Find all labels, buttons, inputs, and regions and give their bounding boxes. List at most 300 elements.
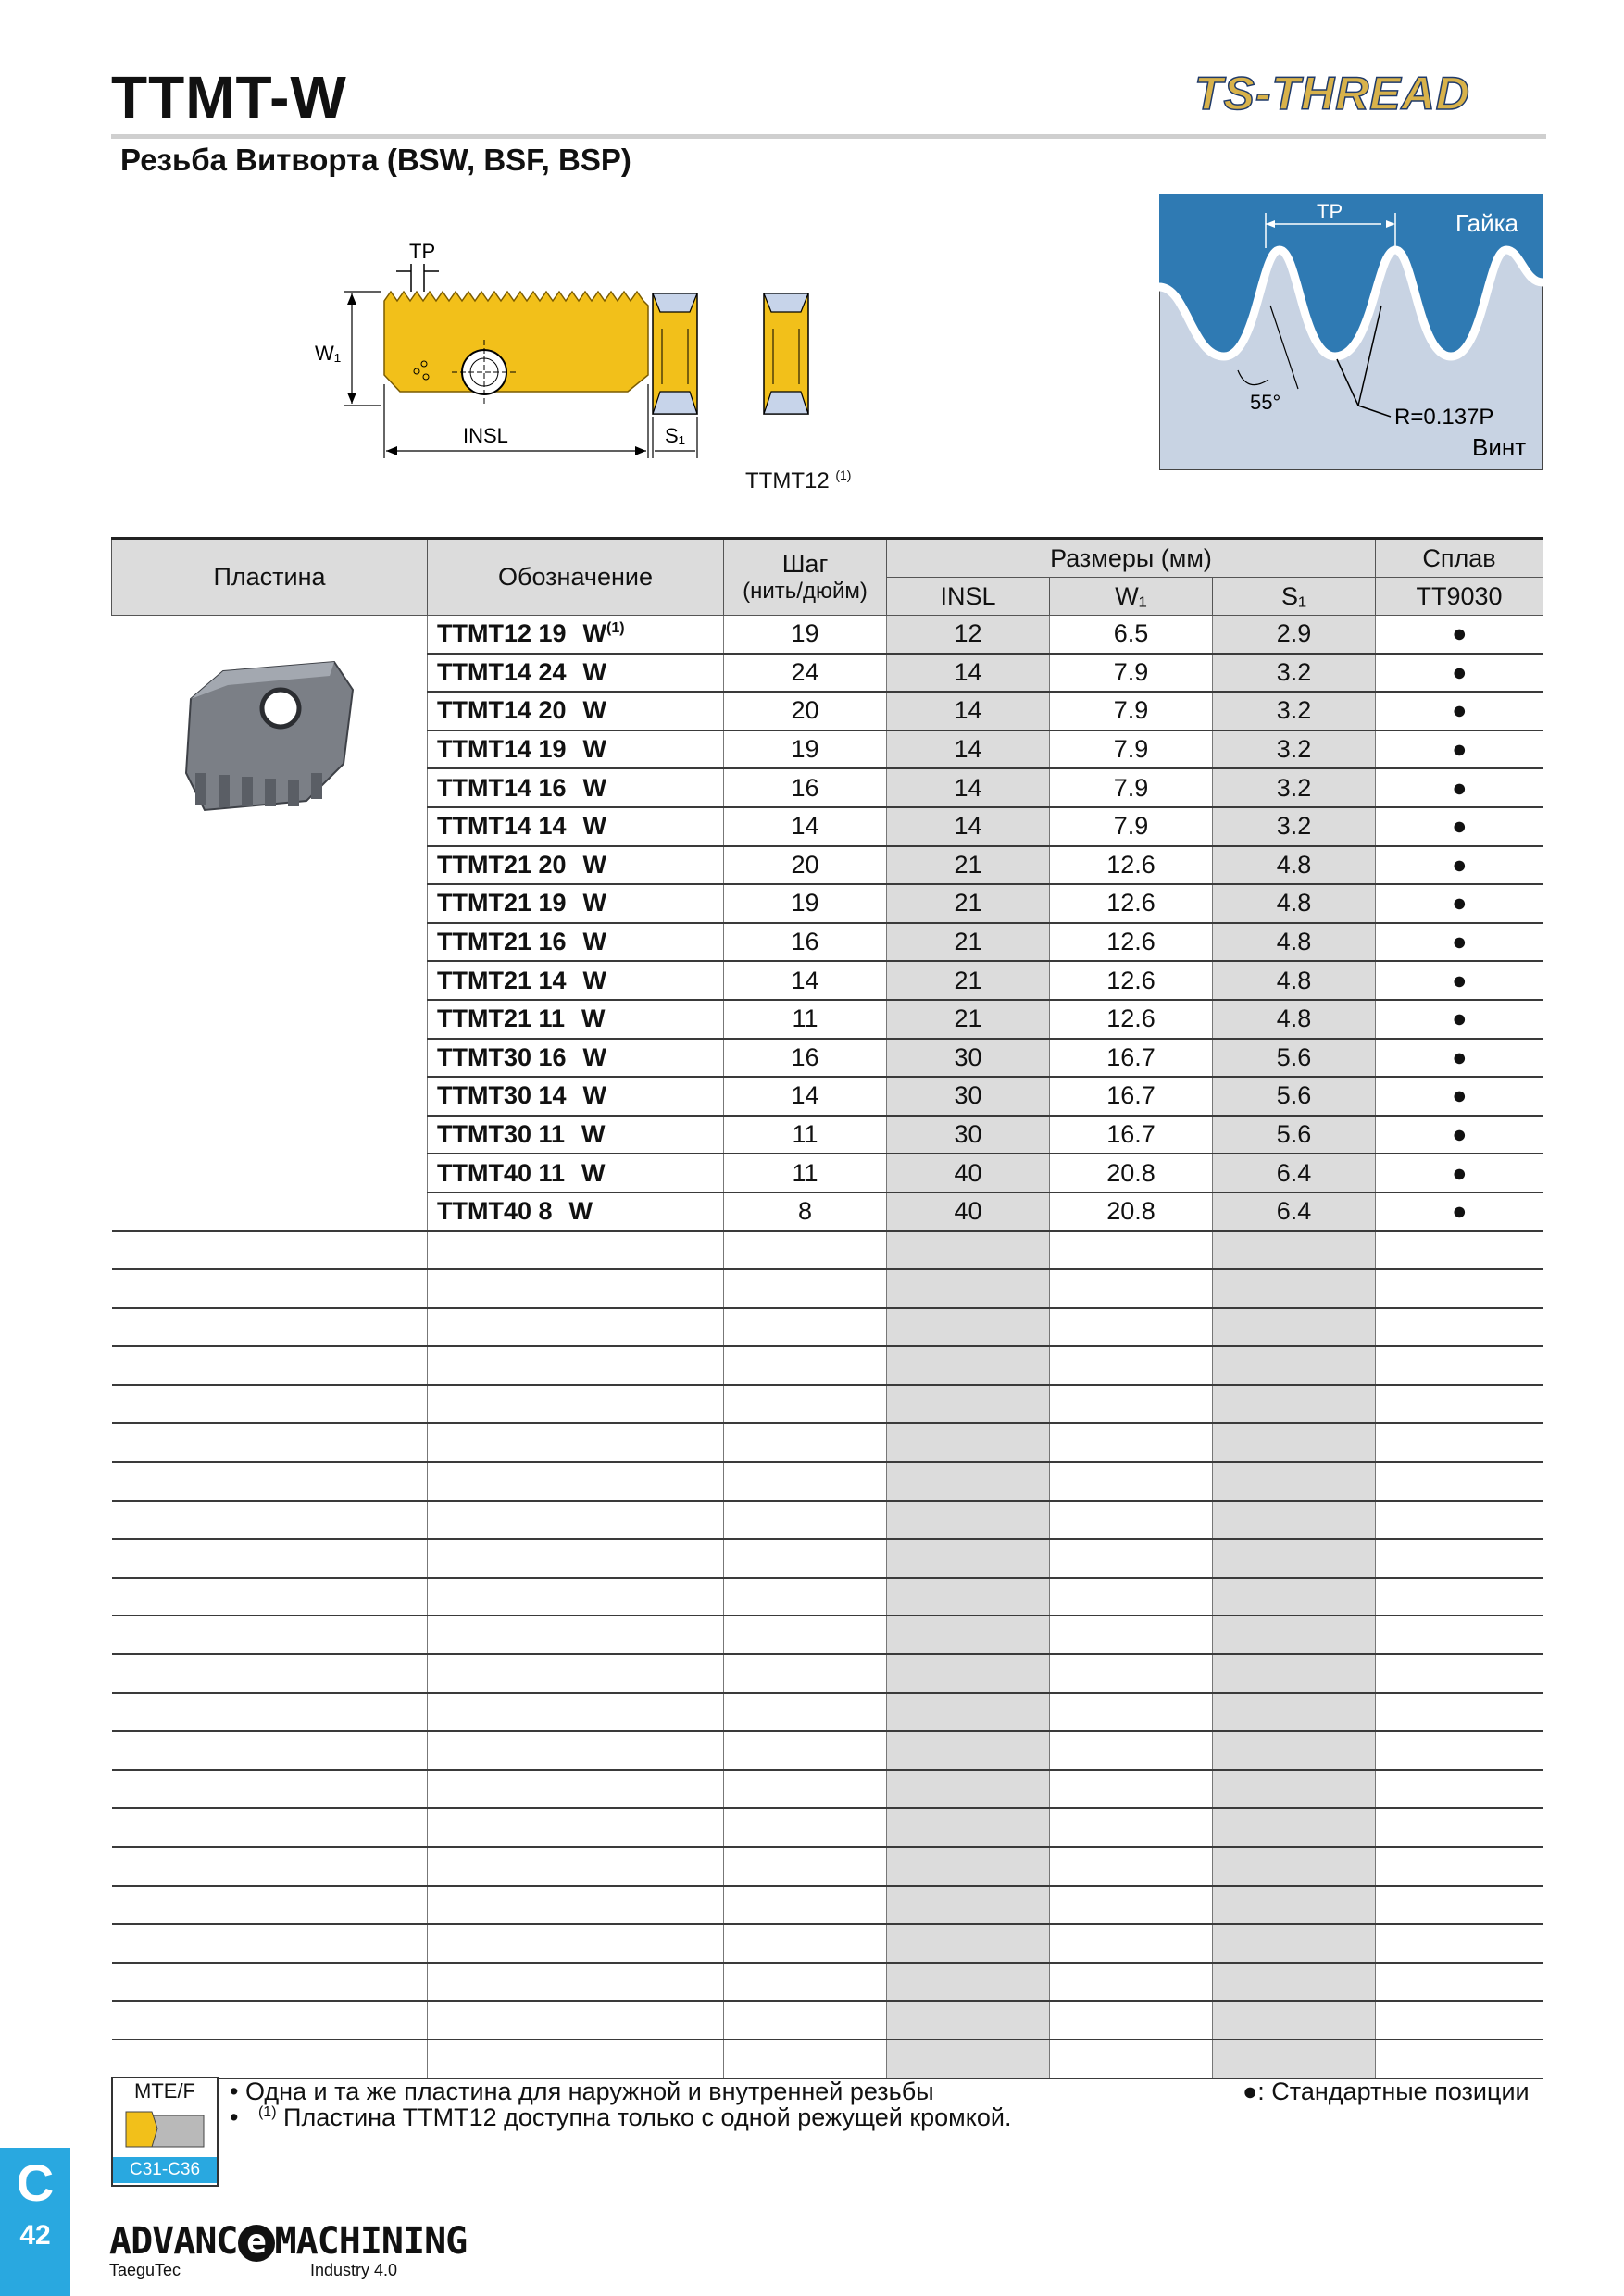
cell-s1 <box>1213 1808 1376 1847</box>
cell-code <box>428 884 724 923</box>
cell-insl <box>887 1770 1050 1809</box>
blank-cell <box>112 1539 428 1578</box>
cell-w1: 7.9 <box>1050 692 1213 730</box>
cell-insl <box>887 1539 1050 1578</box>
code-suffix: W <box>582 1042 607 1071</box>
col-insl: INSL <box>887 578 1050 616</box>
cell-s1: 3.2 <box>1213 692 1376 730</box>
code-text: TTMT14 14 <box>437 812 567 841</box>
logo-e-icon: e <box>238 2225 275 2262</box>
code-text: TTMT14 20 <box>437 696 567 725</box>
table-row <box>112 1231 1543 1270</box>
cell-s1: 6.4 <box>1213 1154 1376 1192</box>
insert-photo <box>168 634 371 847</box>
table-row <box>112 1693 1543 1732</box>
cell-grade-mark: ● <box>1376 961 1543 1000</box>
logo-sub-left: TaeguTec <box>109 2261 181 2279</box>
cell-w1: 12.6 <box>1050 923 1213 962</box>
code-text: TTMT21 11 <box>437 1004 566 1033</box>
blank-cell <box>112 1385 428 1424</box>
cell-pitch <box>724 1462 887 1501</box>
cell-s1 <box>1213 1385 1376 1424</box>
insert-photo-cell <box>112 616 428 1231</box>
table-row <box>112 1385 1543 1424</box>
col-pitch <box>724 539 887 616</box>
cell-code <box>428 1039 724 1078</box>
cell-insl: 14 <box>887 807 1050 846</box>
cell-s1: 4.8 <box>1213 923 1376 962</box>
w1-dim-label: W₁ <box>315 342 342 365</box>
cell-pitch <box>724 1346 887 1385</box>
blank-cell <box>112 1886 428 1925</box>
cell-pitch: 14 <box>724 1077 887 1116</box>
s1-dim-label: S₁ <box>665 424 686 447</box>
cell-code <box>428 654 724 693</box>
cell-insl: 21 <box>887 884 1050 923</box>
blank-cell <box>112 2040 428 2078</box>
cell-pitch: 14 <box>724 807 887 846</box>
cell-grade-mark <box>1376 2001 1543 2040</box>
cell-pitch <box>724 1616 887 1654</box>
cell-w1: 16.7 <box>1050 1116 1213 1154</box>
cell-s1: 3.2 <box>1213 730 1376 769</box>
cell-s1 <box>1213 1346 1376 1385</box>
cell-insl <box>887 1423 1050 1462</box>
code-suffix: W <box>582 696 607 725</box>
cell-s1 <box>1213 1847 1376 1886</box>
cell-pitch <box>724 1269 887 1308</box>
radius-label: R=0.137P <box>1394 405 1494 430</box>
cell-pitch: 19 <box>724 616 887 654</box>
cell-insl <box>887 1501 1050 1540</box>
table-row <box>112 1654 1543 1693</box>
cell-insl <box>887 1308 1050 1347</box>
cell-insl <box>887 1231 1050 1270</box>
page-number: 42 <box>19 2220 51 2251</box>
cell-s1 <box>1213 1924 1376 1963</box>
col-insert: Пластина <box>112 539 428 616</box>
screw-label: Винт <box>1472 433 1527 461</box>
cell-code <box>428 1616 724 1654</box>
code-text: TTMT30 16 <box>437 1042 567 1071</box>
cell-s1: 5.6 <box>1213 1077 1376 1116</box>
cell-pitch: 14 <box>724 961 887 1000</box>
cell-w1 <box>1050 1693 1213 1732</box>
cell-grade-mark: ● <box>1376 730 1543 769</box>
advance-machining-logo <box>109 2220 467 2263</box>
cell-w1: 7.9 <box>1050 730 1213 769</box>
cell-pitch <box>724 1308 887 1347</box>
table-row <box>112 1346 1543 1385</box>
cell-code <box>428 616 724 654</box>
cell-s1: 2.9 <box>1213 616 1376 654</box>
cell-w1 <box>1050 1501 1213 1540</box>
blank-cell <box>112 1231 428 1270</box>
blank-cell <box>112 1963 428 2002</box>
blank-cell <box>112 1616 428 1654</box>
cell-s1 <box>1213 1654 1376 1693</box>
cell-grade-mark <box>1376 1269 1543 1308</box>
cell-pitch <box>724 1847 887 1886</box>
table-row <box>112 1578 1543 1616</box>
cell-s1: 5.6 <box>1213 1039 1376 1078</box>
header-divider <box>111 134 1546 139</box>
cell-grade-mark: ● <box>1376 1077 1543 1116</box>
table-row <box>112 1269 1543 1308</box>
cell-pitch <box>724 1385 887 1424</box>
code-suffix: W <box>582 928 607 956</box>
angle-label: 55° <box>1250 391 1281 414</box>
cell-s1 <box>1213 1501 1376 1540</box>
cell-s1 <box>1213 1423 1376 1462</box>
table-row <box>112 1924 1543 1963</box>
code-text: TTMT14 16 <box>437 773 567 802</box>
cell-grade-mark <box>1376 1654 1543 1693</box>
footnote-2 <box>230 2103 1011 2132</box>
cell-w1: 12.6 <box>1050 1000 1213 1039</box>
cell-insl: 14 <box>887 654 1050 693</box>
cell-s1 <box>1213 1731 1376 1770</box>
table-body <box>112 616 1543 2078</box>
cell-pitch <box>724 1808 887 1847</box>
cell-insl <box>887 1693 1050 1732</box>
footnote-1: • Одна и та же пластина для наружной и внутренней резьбы <box>230 2078 934 2105</box>
cell-w1 <box>1050 1924 1213 1963</box>
code-suffix: W <box>582 657 607 686</box>
cell-w1: 16.7 <box>1050 1077 1213 1116</box>
cell-grade-mark <box>1376 1346 1543 1385</box>
cell-grade-mark: ● <box>1376 654 1543 693</box>
cell-pitch <box>724 1654 887 1693</box>
cell-w1 <box>1050 1539 1213 1578</box>
drawing-caption-text: TTMT12 <box>745 468 830 493</box>
cell-w1 <box>1050 1269 1213 1308</box>
blank-cell <box>112 1693 428 1732</box>
cell-insl <box>887 1731 1050 1770</box>
cell-insl <box>887 1886 1050 1925</box>
cell-grade-mark <box>1376 1963 1543 2002</box>
code-suffix: W <box>568 1197 593 1226</box>
cell-w1 <box>1050 2001 1213 2040</box>
cell-s1 <box>1213 1693 1376 1732</box>
cell-pitch: 8 <box>724 1192 887 1231</box>
cell-code <box>428 1770 724 1809</box>
cell-s1: 3.2 <box>1213 768 1376 807</box>
table-row <box>112 1847 1543 1886</box>
cell-insl: 14 <box>887 730 1050 769</box>
cell-s1 <box>1213 1231 1376 1270</box>
code-text: TTMT12 19 <box>437 619 567 648</box>
footnote-2-bullet: • <box>230 2103 239 2131</box>
cell-insl <box>887 1346 1050 1385</box>
blank-cell <box>112 1847 428 1886</box>
cell-insl: 21 <box>887 846 1050 885</box>
cell-insl <box>887 2001 1050 2040</box>
cell-code <box>428 768 724 807</box>
cell-s1 <box>1213 1770 1376 1809</box>
cell-pitch <box>724 1423 887 1462</box>
cell-code <box>428 1385 724 1424</box>
cell-grade-mark: ● <box>1376 1000 1543 1039</box>
cell-w1 <box>1050 1462 1213 1501</box>
cell-code <box>428 923 724 962</box>
cell-grade-mark <box>1376 1385 1543 1424</box>
code-suffix: W <box>581 1158 606 1187</box>
blank-cell <box>112 2001 428 2040</box>
profile-tp-label: TP <box>1317 200 1343 223</box>
table-row <box>112 1731 1543 1770</box>
cell-pitch: 19 <box>724 884 887 923</box>
cell-code <box>428 692 724 730</box>
blank-cell <box>112 1654 428 1693</box>
cell-s1 <box>1213 1462 1376 1501</box>
cell-code <box>428 1963 724 2002</box>
cell-s1: 4.8 <box>1213 961 1376 1000</box>
cell-grade-mark: ● <box>1376 807 1543 846</box>
insert-body-shape <box>384 292 648 392</box>
cell-s1: 4.8 <box>1213 1000 1376 1039</box>
cell-code <box>428 1346 724 1385</box>
code-suffix: W <box>582 619 607 648</box>
cell-w1 <box>1050 1654 1213 1693</box>
cell-w1 <box>1050 1231 1213 1270</box>
cell-code <box>428 1501 724 1540</box>
cell-w1: 12.6 <box>1050 884 1213 923</box>
cell-w1 <box>1050 1308 1213 1347</box>
legend-standard: ●: Стандартные позиции <box>1243 2078 1530 2105</box>
table-row <box>112 1501 1543 1540</box>
code-text: TTMT21 16 <box>437 928 567 956</box>
cell-grade-mark <box>1376 1462 1543 1501</box>
cell-w1 <box>1050 1346 1213 1385</box>
logo-left: ADVANC <box>109 2220 238 2263</box>
cell-insl <box>887 1847 1050 1886</box>
cell-code <box>428 1693 724 1732</box>
code-note: (1) <box>606 620 625 637</box>
cell-pitch: 16 <box>724 923 887 962</box>
cell-grade-mark <box>1376 1924 1543 1963</box>
code-text: TTMT21 20 <box>437 850 567 879</box>
cell-grade-mark <box>1376 1308 1543 1347</box>
holder-icon <box>119 2106 211 2154</box>
blank-cell <box>112 1808 428 1847</box>
cell-insl: 30 <box>887 1116 1050 1154</box>
mte-label: MTE/F <box>134 2079 195 2103</box>
cell-s1: 5.6 <box>1213 1116 1376 1154</box>
cell-pitch: 19 <box>724 730 887 769</box>
cell-insl <box>887 1616 1050 1654</box>
blank-cell <box>112 1462 428 1501</box>
cell-insl: 30 <box>887 1039 1050 1078</box>
cell-code <box>428 1731 724 1770</box>
table-row <box>112 1308 1543 1347</box>
cell-code <box>428 1154 724 1192</box>
blank-cell <box>112 1578 428 1616</box>
cell-insl <box>887 1269 1050 1308</box>
cell-grade-mark: ● <box>1376 884 1543 923</box>
footnote-2-sup: (1) <box>257 2104 277 2120</box>
cell-insl <box>887 1808 1050 1847</box>
cell-w1 <box>1050 1423 1213 1462</box>
cell-w1: 7.9 <box>1050 654 1213 693</box>
cell-s1 <box>1213 2001 1376 2040</box>
cell-pitch <box>724 2040 887 2078</box>
cell-insl: 21 <box>887 961 1050 1000</box>
blank-cell <box>112 1269 428 1308</box>
col-designation: Обозначение <box>428 539 724 616</box>
blank-cell <box>112 1770 428 1809</box>
code-text: TTMT30 11 <box>437 1120 566 1149</box>
cell-code <box>428 1308 724 1347</box>
cell-insl: 30 <box>887 1077 1050 1116</box>
cell-grade-mark <box>1376 1731 1543 1770</box>
cell-insl: 14 <box>887 692 1050 730</box>
brand-logo: TS-THREAD <box>1194 68 1470 119</box>
cell-s1: 3.2 <box>1213 807 1376 846</box>
cell-pitch <box>724 1231 887 1270</box>
blank-cell <box>112 1346 428 1385</box>
cell-grade-mark <box>1376 1886 1543 1925</box>
cell-code <box>428 1847 724 1886</box>
code-suffix: W <box>582 1081 607 1110</box>
blank-cell <box>112 1924 428 1963</box>
cell-grade-mark <box>1376 1578 1543 1616</box>
insert-table <box>111 537 1543 2079</box>
cell-grade-mark <box>1376 1808 1543 1847</box>
cell-insl <box>887 1963 1050 2002</box>
cell-s1 <box>1213 1539 1376 1578</box>
table-row <box>112 2001 1543 2040</box>
cell-pitch <box>724 1886 887 1925</box>
col-dimensions: Размеры (мм) <box>887 539 1376 578</box>
cell-w1 <box>1050 1886 1213 1925</box>
drawing-caption <box>745 468 851 494</box>
code-text: TTMT30 14 <box>437 1081 567 1110</box>
table-row <box>112 616 1543 654</box>
cell-pitch <box>724 1770 887 1809</box>
cell-code <box>428 1462 724 1501</box>
cell-grade-mark <box>1376 1770 1543 1809</box>
code-suffix: W <box>582 773 607 802</box>
table-row <box>112 1963 1543 2002</box>
code-text: TTMT40 8 <box>437 1197 553 1226</box>
cell-code <box>428 846 724 885</box>
cell-insl: 21 <box>887 923 1050 962</box>
cell-s1 <box>1213 1308 1376 1347</box>
cell-pitch <box>724 1731 887 1770</box>
cell-insl <box>887 1462 1050 1501</box>
cell-s1: 6.4 <box>1213 1192 1376 1231</box>
cell-grade-mark <box>1376 1423 1543 1462</box>
cell-pitch: 11 <box>724 1154 887 1192</box>
cell-pitch: 16 <box>724 1039 887 1078</box>
section-letter: C <box>16 2153 55 2212</box>
cell-code <box>428 2001 724 2040</box>
cell-s1: 4.8 <box>1213 884 1376 923</box>
cell-code <box>428 1269 724 1308</box>
tp-dim-label: TP <box>409 240 436 263</box>
code-suffix: W <box>582 812 607 841</box>
cell-insl <box>887 1924 1050 1963</box>
cell-insl <box>887 2040 1050 2078</box>
blank-cell <box>112 1308 428 1347</box>
cell-s1: 3.2 <box>1213 654 1376 693</box>
cell-grade-mark <box>1376 1501 1543 1540</box>
cell-pitch <box>724 1693 887 1732</box>
col-pitch-line1: Шаг <box>781 550 829 578</box>
cell-insl <box>887 1385 1050 1424</box>
cell-insl: 40 <box>887 1192 1050 1231</box>
cell-pitch <box>724 2001 887 2040</box>
footnote-2-text: Пластина TTMT12 доступна только с одной режущей кромкой. <box>283 2103 1012 2131</box>
cell-s1 <box>1213 1616 1376 1654</box>
cell-w1 <box>1050 1847 1213 1886</box>
cell-w1 <box>1050 1770 1213 1809</box>
cell-grade-mark: ● <box>1376 616 1543 654</box>
page-title: TTMT-W <box>111 64 347 131</box>
cell-w1 <box>1050 1963 1213 2002</box>
cell-s1: 4.8 <box>1213 846 1376 885</box>
nut-label: Гайка <box>1455 209 1519 237</box>
cell-pitch <box>724 1539 887 1578</box>
cell-code <box>428 807 724 846</box>
code-suffix: W <box>582 889 607 917</box>
cell-w1 <box>1050 1578 1213 1616</box>
cell-code <box>428 961 724 1000</box>
col-s1: S₁ <box>1213 578 1376 616</box>
cell-s1 <box>1213 1269 1376 1308</box>
cell-insl <box>887 1578 1050 1616</box>
code-text: TTMT21 14 <box>437 966 567 994</box>
blank-cell <box>112 1423 428 1462</box>
cell-code <box>428 1423 724 1462</box>
cell-grade-mark <box>1376 1231 1543 1270</box>
cell-grade-mark <box>1376 1847 1543 1886</box>
cell-grade-mark: ● <box>1376 923 1543 962</box>
blank-cell <box>112 1731 428 1770</box>
drawing-caption-note: (1) <box>835 468 852 482</box>
cell-w1 <box>1050 2040 1213 2078</box>
cell-pitch: 24 <box>724 654 887 693</box>
cell-insl <box>887 1654 1050 1693</box>
cell-grade-mark: ● <box>1376 1154 1543 1192</box>
cell-pitch: 11 <box>724 1000 887 1039</box>
cell-code <box>428 1077 724 1116</box>
table-row <box>112 1616 1543 1654</box>
mte-page-ref: C31-C36 <box>113 2157 217 2183</box>
cell-s1 <box>1213 1963 1376 2002</box>
cell-code <box>428 1654 724 1693</box>
cell-w1 <box>1050 1385 1213 1424</box>
cell-pitch <box>724 1578 887 1616</box>
cell-grade-mark: ● <box>1376 1116 1543 1154</box>
col-w1: W₁ <box>1050 578 1213 616</box>
cell-w1: 12.6 <box>1050 846 1213 885</box>
cell-w1: 20.8 <box>1050 1192 1213 1231</box>
cell-code <box>428 1808 724 1847</box>
logo-right: MACHINING <box>274 2220 468 2263</box>
col-pitch-line2: (нить/дюйм) <box>743 579 868 604</box>
cell-s1 <box>1213 2040 1376 2078</box>
cell-grade-mark: ● <box>1376 846 1543 885</box>
cell-grade-mark <box>1376 1693 1543 1732</box>
table-row <box>112 2040 1543 2078</box>
cell-pitch: 11 <box>724 1116 887 1154</box>
cell-w1: 6.5 <box>1050 616 1213 654</box>
code-text: TTMT14 19 <box>437 735 567 764</box>
cell-insl: 12 <box>887 616 1050 654</box>
cell-w1: 16.7 <box>1050 1039 1213 1078</box>
